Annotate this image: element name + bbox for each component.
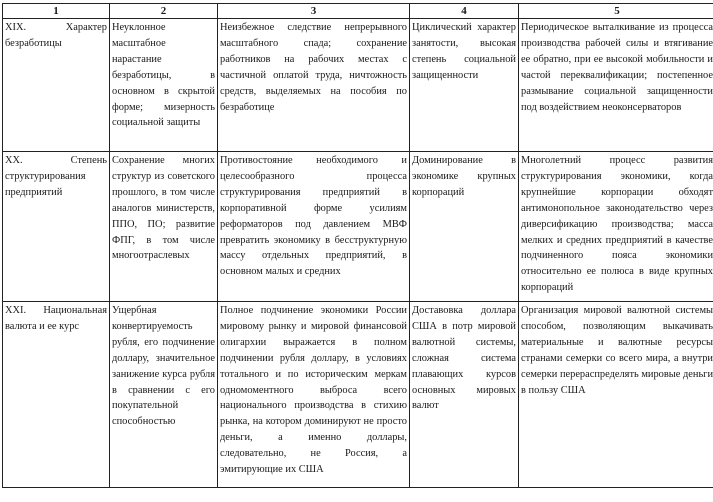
cell-text: Ущербная конвертируемость рубля, его подчинение доллару, значительное занижение курса рубля в сравнении с его покупательной способностью [112, 305, 215, 428]
table-cell [410, 302, 519, 488]
row-title-cell [3, 152, 110, 302]
table-cell [519, 152, 713, 302]
cell-text: Организация мировой валютной системы способом, позволяющим выкачивать материальные и валютные ресурсы странами семерки со всего мира, а внутри семерки перераспределять мировые деньги в пользу США [521, 305, 713, 396]
column-header-3: 3 [218, 4, 410, 19]
cell-text: Периодическое выталкивание из процесса производства рабочей силы и втягивание ее обратно, при ее высокой мобильности и частой переквалификации; постепенное размывание социальной защищенности под воздействием неоконсерваторов [521, 22, 713, 113]
table-row [3, 302, 713, 488]
cell-text: XXI. Национальная валюта и ее курс [5, 305, 107, 332]
row-title-cell [3, 19, 110, 152]
table-row [3, 19, 713, 152]
table-cell [218, 19, 410, 152]
cell-text: Полное подчинение экономики России мировому рынку и мировой финансовой олигархии выражается в полном подчинении рубля доллару, в условиях тотального и по историческим меркам одномоментного выброса всего национального производства в стихию рынка, на котором доминируют не просто деньги, а именно доллары, следовательно, не Россия, а эмитирующие их США [220, 305, 407, 476]
cell-text: Неуклонное масштабное нарастание безработицы, в основном в скрытой форме; мизерность социальной защиты [112, 22, 215, 129]
header-row [3, 4, 713, 19]
cell-text: Сохранение многих структур из советского прошлого, в том числе аналогов министерств, ППО, ПО; развитие ФПГ, в том числе многоотраслевых [112, 155, 215, 262]
table-cell [410, 152, 519, 302]
column-header-2: 2 [110, 4, 218, 19]
column-header-1: 1 [3, 4, 110, 19]
cell-text: XX. Степень структурирования предприятий [5, 155, 107, 198]
cell-text: Доставовка доллара США в потр мировой валютной системы, сложная система плавающих курсов основных мировых валют [412, 305, 516, 412]
cell-text: XIX. Характер безработицы [5, 22, 107, 49]
table-cell [218, 152, 410, 302]
table-cell [519, 302, 713, 488]
cell-text: Циклический характер занятости, высокая степень социальной защищенности [412, 22, 516, 81]
table-cell [218, 302, 410, 488]
cell-text: Противостояние необходимого и целесообразного процесса структурирования предприятий в корпоративной форме усилиям реформаторов под давлением МВФ превратить экономику в бесструктурную массу отдельных предприятий, в основном малых и средних [220, 155, 407, 278]
table-cell [110, 19, 218, 152]
row-title-cell [3, 302, 110, 488]
table-row [3, 152, 713, 302]
column-header-5: 5 [519, 4, 713, 19]
table-cell [519, 19, 713, 152]
table-cell [110, 152, 218, 302]
column-header-4: 4 [410, 4, 519, 19]
table-cell [110, 302, 218, 488]
cell-text: Доминирование в экономике крупных корпораций [412, 155, 516, 198]
cell-text: Неизбежное следствие непрерывного масштабного спада; сохранение работников на рабочих местах с частичной оплатой труда, ничтожность средств, выделяемых на пособия по безработице [220, 22, 407, 113]
comparison-table [2, 3, 713, 488]
table-cell [410, 19, 519, 152]
cell-text: Многолетний процесс развития структурирования экономики, когда крупнейшие корпорации обходят антимонопольное законодательство через диверсификацию производства; масса мелких и средних предприятий в качестве подчиненного пояса экономики относительно ее полюса в виде крупных корпораций [521, 155, 713, 294]
